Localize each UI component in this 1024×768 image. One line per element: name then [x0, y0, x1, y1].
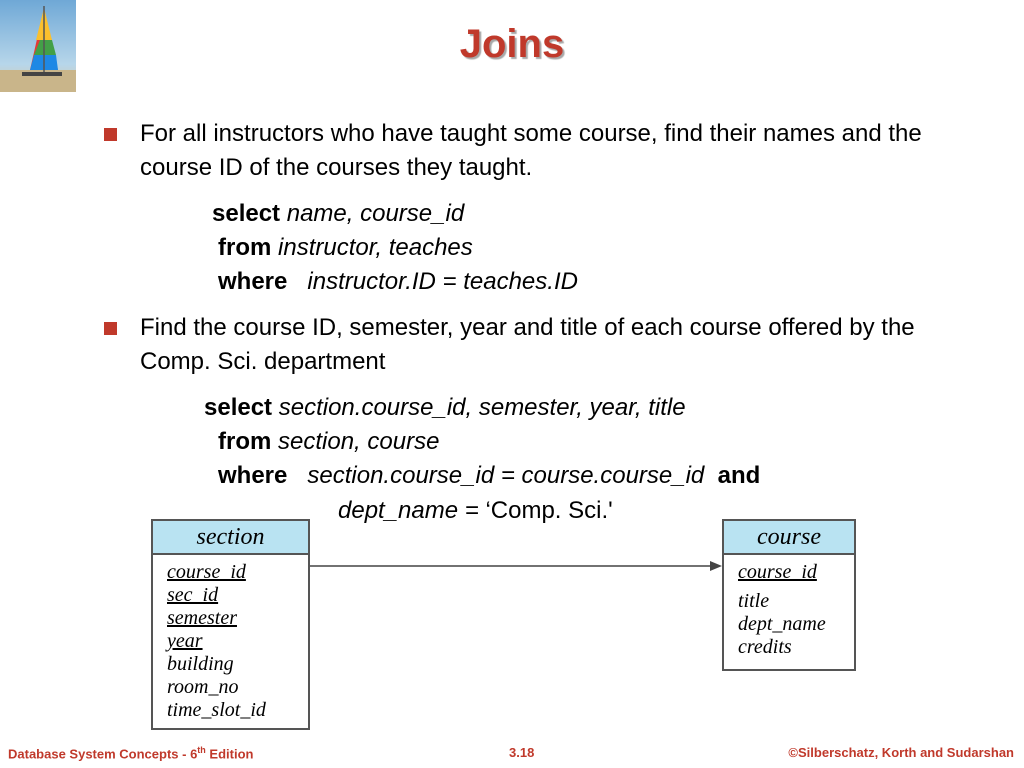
section-attribute: time_slot_id [167, 699, 266, 721]
query2-select-kw: select [204, 394, 273, 421]
bullet-text-2: Find the course ID, semester, year and title of each course offered by the Comp. Sci. department [140, 314, 915, 375]
footer-left-text: Database System Concepts - 6 [8, 746, 198, 762]
course-entity-name: course [724, 521, 854, 555]
footer-left-sup: th [197, 745, 206, 755]
course-attributes [724, 555, 854, 659]
section-attribute: semester [167, 607, 237, 629]
course-entity [722, 519, 856, 671]
course-attribute: course_id [738, 561, 817, 583]
query2-cond2-attr: dept_name = [338, 497, 479, 524]
footer-left-rest: Edition [205, 746, 254, 762]
section-attributes [153, 555, 308, 722]
section-attribute: building [167, 653, 234, 675]
footer-copyright: ©Silberschatz, Korth and Sudarshan [788, 745, 1014, 760]
course-attribute: title [738, 590, 770, 612]
query1-where-val: instructor.ID = teaches.ID [307, 268, 578, 295]
section-attribute: room_no [167, 676, 239, 698]
bullet-text-1: For all instructors who have taught some course, find their names and the course ID of the courses they taught. [140, 120, 922, 181]
query2-and-kw: and [717, 462, 761, 489]
query2-cond2-value: ‘Comp. Sci.' [485, 497, 613, 524]
section-attribute: sec_id [167, 584, 219, 606]
course-attribute: credits [738, 636, 792, 658]
query1-from-kw: from [218, 234, 272, 261]
query2-select-val: section.course_id, semester, year, title [278, 394, 686, 421]
query1-select-val: name, course_id [286, 200, 465, 227]
query2-where-val: section.course_id = course.course_id [307, 462, 705, 489]
section-entity-name: section [153, 521, 308, 555]
query2-where-kw: where [218, 462, 288, 489]
slide-title: Joins [459, 22, 565, 66]
section-attribute: year [167, 630, 203, 652]
query2-from-val: section, course [278, 428, 440, 455]
query2-from-kw: from [218, 428, 272, 455]
query1-where-kw: where [218, 268, 288, 295]
section-attribute: course_id [167, 561, 246, 583]
course-attribute: dept_name [738, 613, 826, 635]
footer-page-number: 3.18 [509, 745, 535, 760]
footer-book-title [8, 745, 253, 761]
query1-from-val: instructor, teaches [278, 234, 473, 261]
query1-select-kw: select [212, 200, 281, 227]
section-entity [151, 519, 310, 730]
